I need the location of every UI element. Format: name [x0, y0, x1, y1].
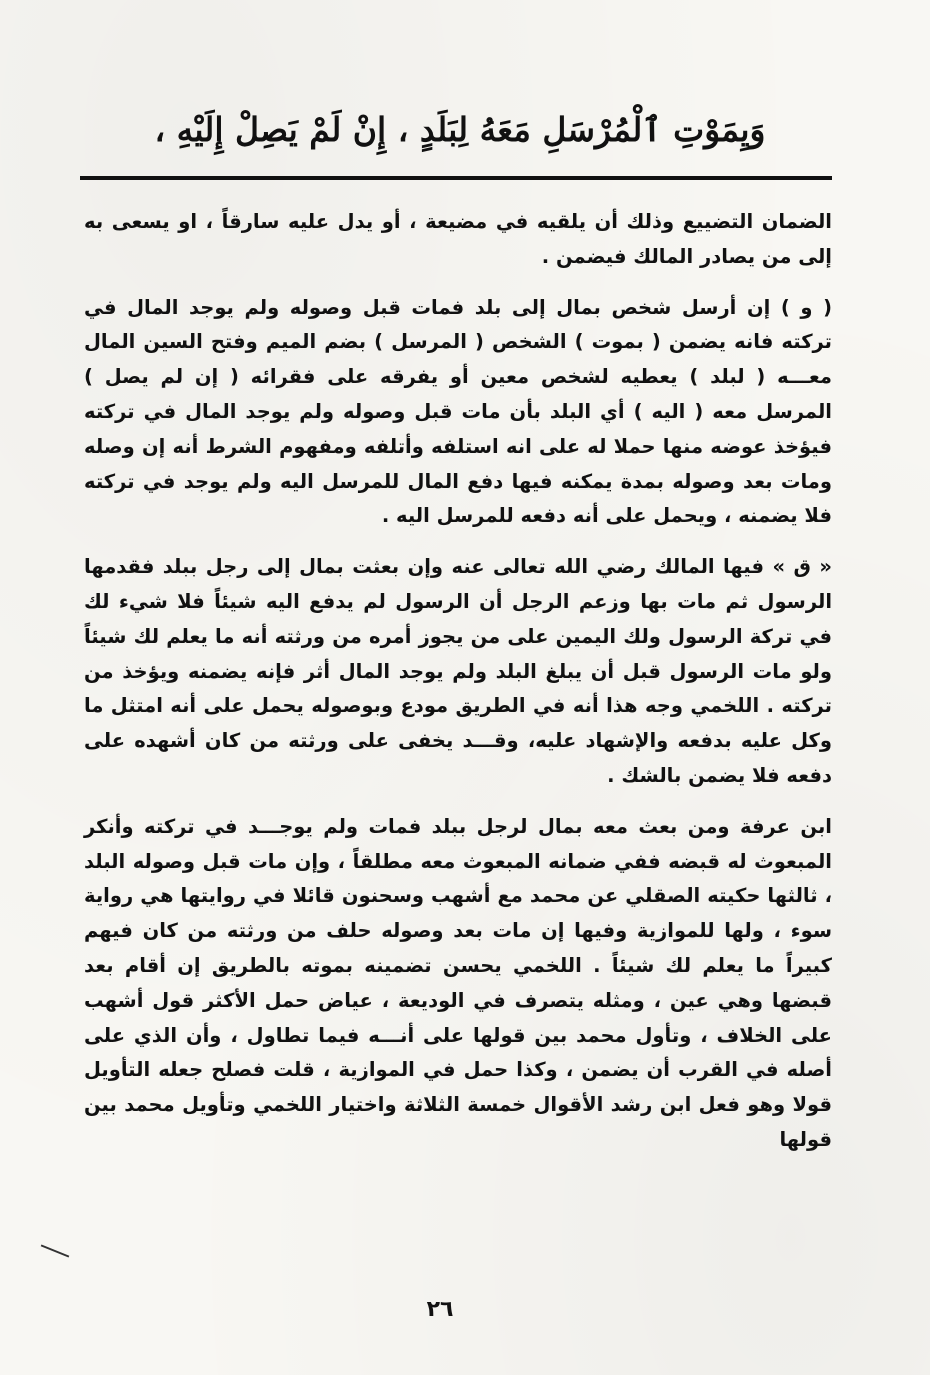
scan-mark — [41, 1244, 70, 1257]
paragraph-4: ابن عرفة ومن بعث معه بمال لرجل ببلد فمات ولم يوجـــد في تركته وأنكر المبعوث له قبضه ففي ضمانه المبعوث معه مطلقاً ، وإن مات قبل وصوله البلد ، ثالثها حكيته الصقلي عن محمد مع أشهب وسحنون قائلا في روايتها هي رواية سوء ، ولها للموازية وفيها إن مات بعد وصوله حلف من ورثته من كان فيهم كبيراً ما يعلم لك شيئاً . اللخمي يحسن تضمينه بموته بالطريق إن أقام بعد قبضها وهي عين ، ومثله يتصرف في الوديعة ، عياض حمل الأكثر قول أشهب على الخلاف ، وتأول محمد بين قولها على أنـــه فيما تطاول ، وأن الذي على أصله في القرب أن يضمن ، وكذا حمل في الموازية ، قلت فصلح جعله التأويل قولا وهو فعل ابن رشد الأقوال خمسة الثلاثة واختيار اللخمي وتأويل محمد بين قولها — [84, 814, 832, 1151]
section-heading: وَيِمَوْتِ ٱلْمُرْسَلِ مَعَهُ لِبَلَدٍ ، إِنْ لَمْ يَصِلْ إِلَيْهِ ، — [154, 110, 766, 149]
body-text — [84, 205, 832, 1174]
page-number: ٢٦ — [426, 1297, 454, 1322]
paragraph-1: الضمان التضييع وذلك أن يلقيه في مضيعة ، أو يدل عليه سارقاً ، او يسعى به إلى من يصادر المالك فيضمن . — [84, 210, 832, 268]
paragraph-2: ( و ) إن أرسل شخص بمال إلى بلد فمات قبل وصوله ولم يوجد المال في تركته فانه يضمن ( بموت ) الشخص ( المرسل ) بضم الميم وفتح السين المال معـــه ( لبلد ) يعطيه لشخص معين أو يفرقه على فقرائه ( إن لم يصل ) المرسل معه ( اليه ) أي البلد بأن مات قبل وصوله ولم يوجد المال في تركته فيؤخذ عوضه منها حملا له على انه استلفه وأتلفه ومفهوم الشرط أنه إن وصله ومات بعد وصوله بمدة يمكنه فيها دفع المال للمرسل اليه ولم يوجد في تركته فلا يضمنه ، ويحمل على أنه دفعه للمرسل اليه . — [84, 295, 832, 528]
paragraph-3: « ق » فيها المالك رضي الله تعالى عنه وإن بعثت بمال إلى رجل ببلد فقدمها الرسول ثم مات بها وزعم الرجل أن الرسول لم يدفع اليه شيئاً فلا شيء لك في تركة الرسول ولك اليمين على من يجوز أمره من ورثته أنه ما يعلم لك شيئاً ولو مات الرسول قبل أن يبلغ البلد ولم يوجد المال أثر فإنه يضمنه ويؤخذ من تركته . اللخمي وجه هذا أنه في الطريق مودع وبوصوله يحمل على أنه امتثل ما وكل عليه بدفعه والإشهاد عليه، وقـــد يخفى على ورثته من كان أشهده على دفعه فلا يضمن بالشك . — [84, 555, 832, 787]
heading-rule — [80, 176, 832, 180]
